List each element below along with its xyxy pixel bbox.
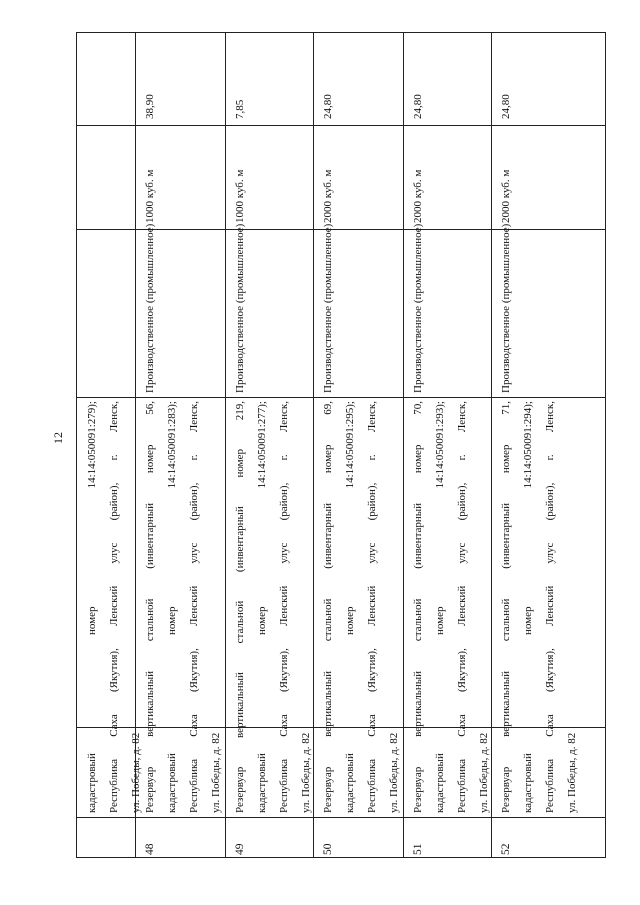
row-number — [139, 821, 161, 855]
row-number-line: 49 — [234, 843, 246, 855]
row-number-line: 51 — [412, 843, 424, 855]
object-purpose — [407, 223, 429, 393]
row-number-line: 48 — [144, 843, 156, 855]
object-description-line: ул. Победы, д. 82 — [388, 732, 400, 813]
object-purpose-line: Производственное (промышленное) — [500, 223, 512, 393]
object-volume-line: 1000 куб. м — [144, 169, 156, 223]
object-description-line: Республика Саха (Якутия), Ленский улус (район), г. Ленск, — [456, 401, 468, 813]
object-volume-line: 1000 куб. м — [234, 169, 246, 223]
object-description-line: ул. Победы, д. 82 — [478, 732, 490, 813]
continued-row-description-line: Республика Саха (Якутия), Ленский улус (район), г. Ленск, — [108, 401, 120, 813]
object-value — [229, 39, 251, 119]
object-description-line: Резервуар вертикальный стальной (инвентарный номер 71, — [500, 401, 512, 813]
row-number — [317, 821, 339, 855]
object-value — [407, 39, 429, 119]
continued-row-description — [81, 401, 147, 813]
object-value-line: 24,80 — [412, 94, 424, 119]
object-description-line: Резервуар вертикальный стальной (инвентарный номер 70, — [412, 401, 424, 813]
object-description — [139, 401, 227, 813]
object-volume-line: 2000 куб. м — [500, 169, 512, 223]
property-table — [76, 32, 606, 858]
object-volume-line: 2000 куб. м — [412, 169, 424, 223]
object-purpose — [139, 223, 161, 393]
object-purpose — [317, 223, 339, 393]
object-description — [495, 401, 583, 813]
object-purpose-line: Производственное (промышленное) — [144, 223, 156, 393]
row-number-line: 52 — [500, 843, 512, 855]
page-number: 12 — [50, 432, 65, 444]
object-volume-line: 2000 куб. м — [322, 169, 334, 223]
object-description-line: ул. Победы, д. 82 — [300, 732, 312, 813]
object-value — [495, 39, 517, 119]
object-value-line: 38,90 — [144, 94, 156, 119]
object-description-line: кадастровый номер 14:14:050091:277); — [256, 401, 268, 813]
object-description-line: ул. Победы, д. 82 — [566, 732, 578, 813]
object-volume — [495, 131, 517, 223]
column-divider — [77, 229, 605, 230]
column-divider — [77, 397, 605, 398]
object-description-line: кадастровый номер 14:14:050091:295); — [344, 401, 356, 813]
object-description-line: Республика Саха (Якутия), Ленский улус (район), г. Ленск, — [278, 401, 290, 813]
object-volume — [229, 131, 251, 223]
object-description — [317, 401, 405, 813]
row-number — [495, 821, 517, 855]
row-number-line: 50 — [322, 843, 334, 855]
object-description-line: кадастровый номер 14:14:050091:294); — [522, 401, 534, 813]
object-value-line: 24,80 — [500, 94, 512, 119]
object-purpose-line: Производственное (промышленное) — [322, 223, 334, 393]
object-volume — [317, 131, 339, 223]
object-value — [317, 39, 339, 119]
object-purpose-line: Производственное (промышленное) — [412, 223, 424, 393]
object-purpose — [495, 223, 517, 393]
object-description-line: Резервуар вертикальный стальной (инвентарный номер 69, — [322, 401, 334, 813]
row-number — [407, 821, 429, 855]
object-volume — [139, 131, 161, 223]
column-divider — [77, 125, 605, 126]
object-value-line: 24,80 — [322, 94, 334, 119]
object-purpose — [229, 223, 251, 393]
object-description-line: Республика Саха (Якутия), Ленский улус (район), г. Ленск, — [366, 401, 378, 813]
object-value — [139, 39, 161, 119]
row-number — [229, 821, 251, 855]
object-description-line: Резервуар вертикальный стальной (инвентарный номер 56, — [144, 401, 156, 813]
object-description-line: ул. Победы, д. 82 — [210, 732, 222, 813]
object-description — [407, 401, 495, 813]
object-description-line: Резервуар вертикальный стальной (инвентарный номер 219, — [234, 401, 246, 813]
object-value-line: 7,85 — [234, 99, 246, 119]
object-description-line: Республика Саха (Якутия), Ленский улус (район), г. Ленск, — [544, 401, 556, 813]
object-volume — [407, 131, 429, 223]
continued-row-description-line: кадастровый номер 14:14:050091:279); — [86, 401, 98, 813]
column-divider — [77, 817, 605, 818]
continued-row-description-line: ул. Победы, д. 82 — [130, 732, 142, 813]
object-description-line: кадастровый номер 14:14:050091:293); — [434, 401, 446, 813]
object-description-line: Республика Саха (Якутия), Ленский улус (район), г. Ленск, — [188, 401, 200, 813]
object-purpose-line: Производственное (промышленное) — [234, 223, 246, 393]
object-description — [229, 401, 317, 813]
object-description-line: кадастровый номер 14:14:050091:283); — [166, 401, 178, 813]
